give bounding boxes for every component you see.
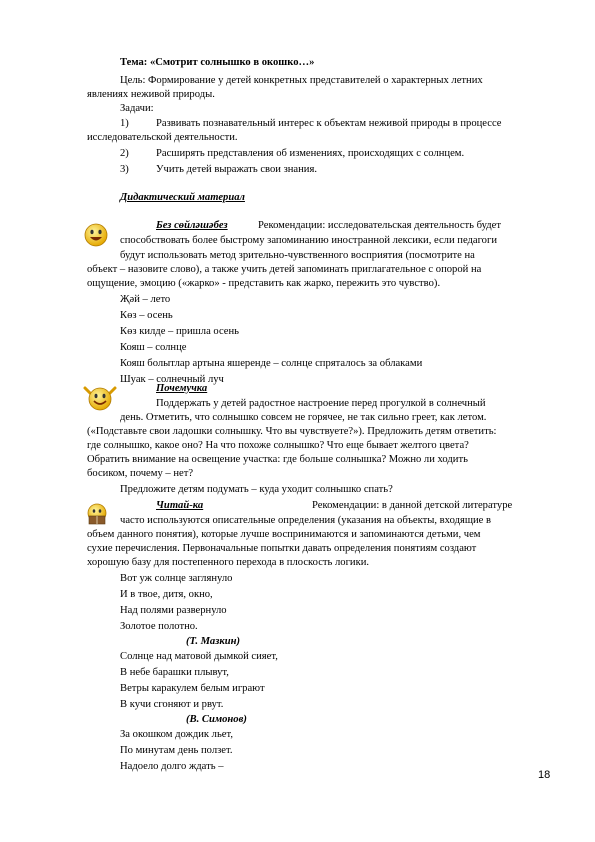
task-text-3: Учить детей выражать свои знания. [156, 164, 317, 175]
block3-intro: Рекомендации: в данной детской литературе [312, 500, 513, 511]
block3-label: Читай-ка [156, 500, 204, 511]
block2-line: босиком, почему – нет? [87, 468, 194, 479]
block1-intro: Рекомендации: исследовательская деятельность будет [258, 220, 501, 231]
vocab-item: Көз килде – пришла осень [120, 326, 240, 337]
poem-author: (В. Симонов) [186, 714, 247, 725]
block2-line: Поддержать у детей радостное настроение перед прогулкой в солнечный [156, 398, 486, 409]
block2-label: Почемучка [156, 383, 208, 394]
section-heading: Дидактический материал [120, 192, 245, 203]
goal-text: Цель: Формирование у детей конкретных представителей о характерных летних [120, 75, 483, 86]
page-number: 18 [538, 769, 551, 781]
block2-line: Предложите детям подумать – куда уходит солнышко спать? [120, 484, 393, 495]
poem-line: В кучи сгоняют и рвут. [120, 699, 224, 710]
smiley-reading-icon [84, 502, 110, 526]
block1-label: Без сөйләшәбез [156, 220, 228, 231]
poem-line: По минутам день ползет. [120, 745, 233, 756]
poem-line: В небе барашки плывут, [120, 667, 229, 678]
poem-line: За окошком дождик льет, [120, 729, 233, 740]
block2-line: Обратить внимание на освещение участка: где больше солнышка? Можно ли ходить [87, 454, 468, 465]
task-num-1: 1) [120, 118, 129, 129]
smiley-waving-icon [82, 382, 118, 412]
poem-line: Над полями развернуло [120, 605, 227, 616]
block2-line: где солнышко, какое оно? На что похоже солнышко? Что еще бывает желтого цвета? [87, 440, 469, 451]
vocab-item: Кояш болытлар артына яшеренде – солнце спряталось за облаками [120, 358, 423, 369]
block1-line: будут использовать метод зрительно-чувственного восприятия (посмотрите на [120, 250, 475, 261]
task-num-2: 2) [120, 148, 129, 159]
poem-line: Вот уж солнце заглянуло [120, 573, 233, 584]
goal-text-cont: явлениях неживой природы. [87, 89, 215, 100]
poem-line: Ветры каракулем белым играют [120, 683, 265, 694]
vocab-item: Җәй – лето [120, 294, 171, 305]
block1-line: ощущение, эмоцию («жарко» - представить как жарко, пережить это чувство). [87, 278, 441, 289]
poem-line: Надоело долго ждать – [120, 761, 224, 772]
block3-line: хорошую базу для постепенного перехода в плоскость логики. [87, 557, 370, 568]
block3-line: объем данного понятия), которые лучше воспринимаются и запоминаются детьми, чем [87, 529, 481, 540]
block1-line: объект – назовите слово), а также учить детей запоминать приглагательное с опорой на [87, 264, 482, 275]
vocab-item: Көз – осень [120, 310, 173, 321]
block2-line: день. Отметить, что солнышко совсем не горячее, не так сильно греет, как летом. [120, 412, 487, 423]
poem-line: Солнце над матовой дымкой сияет, [120, 651, 278, 662]
poem-author: (Т. Мазкин) [186, 636, 240, 647]
block3-line: сухие перечисления. Первоначальные попытки давать определения понятиям создают [87, 543, 477, 554]
task-text-2: Расширять представления об изменениях, происходящих с солнцем. [156, 148, 465, 159]
task-num-3: 3) [120, 164, 129, 175]
tasks-label: Задачи: [120, 103, 154, 114]
smiley-icon [83, 222, 109, 248]
poem-line: Золотое полотно. [120, 621, 198, 632]
poem-line: И в твое, дитя, окно, [120, 589, 213, 600]
vocab-item: Шуак – солнечный луч [120, 374, 224, 385]
block3-line: часто используются описательные определения (указания на объекты, входящие в [120, 515, 492, 526]
page-title: Тема: «Смотрит солнышко в окошко…» [120, 57, 315, 68]
task-text-1-cont: исследовательской деятельности. [87, 132, 238, 143]
task-text-1: Развивать познавательный интерес к объектам неживой природы в процессе [156, 118, 502, 129]
vocab-item: Кояш – солнце [120, 342, 187, 353]
block1-line: способствовать более быстрому запоминанию иностранной лексики, если педагоги [120, 235, 497, 246]
block2-line: («Подставьте свои ладошки солнышку. Что вы чувствуете?»). Предложить детям ответить: [87, 426, 497, 437]
